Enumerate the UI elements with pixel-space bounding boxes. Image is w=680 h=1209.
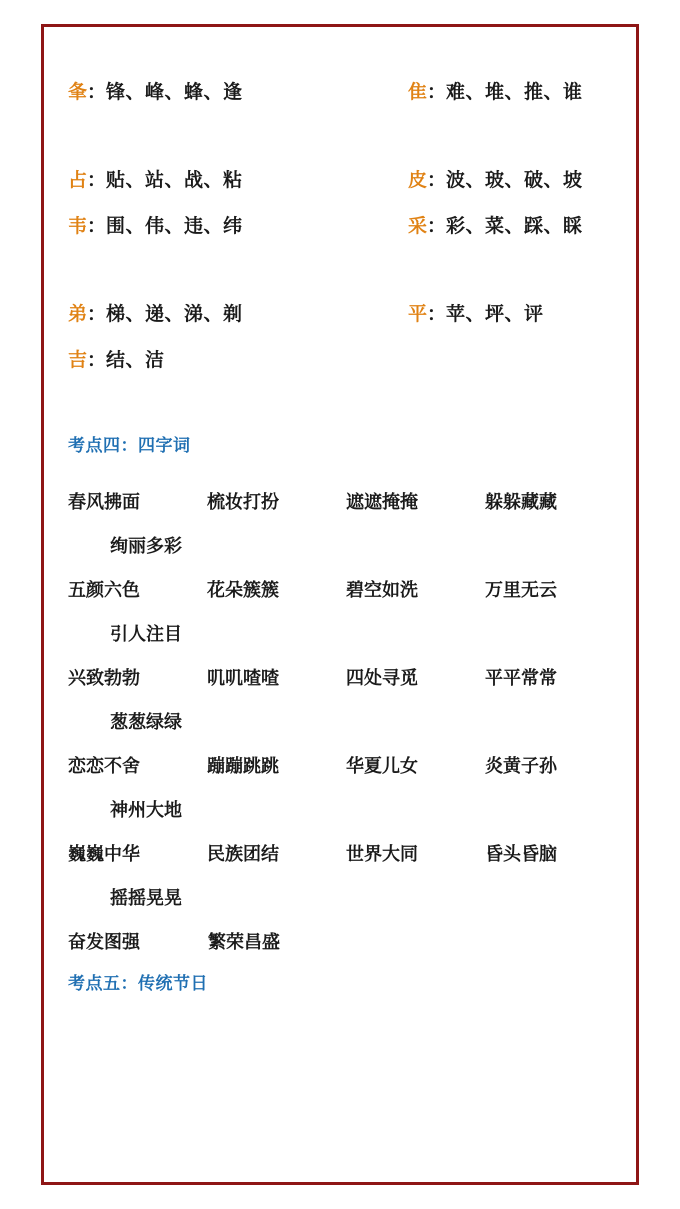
colon: ： [427, 82, 447, 103]
colon: ： [87, 170, 107, 191]
radical-values: 彩、菜、踩、睬 [446, 216, 583, 237]
idiom-cell: 万里无云 [485, 580, 557, 600]
radical-entry [346, 70, 624, 116]
idiom-cell: 蹦蹦跳跳 [207, 756, 279, 776]
radical-key: 隹 [408, 82, 428, 103]
radical-row [68, 338, 624, 384]
radical-values: 波、玻、破、坡 [446, 170, 583, 191]
idiom-cell: 巍巍中华 [68, 844, 140, 864]
radical-key: 夆 [68, 82, 88, 103]
idiom-cell: 炎黄子孙 [485, 756, 557, 776]
section-title-four: 考点四：四字词 [68, 436, 191, 455]
radical-entry [68, 70, 346, 116]
colon: ： [427, 304, 447, 325]
spacer [68, 466, 624, 480]
radical-values: 结、洁 [106, 350, 165, 371]
idiom-cell: 世界大同 [346, 844, 418, 864]
spacer [68, 384, 624, 426]
radical-row [68, 204, 624, 250]
idiom-cell: 春风拂面 [68, 492, 140, 512]
radical-values: 苹、坪、评 [446, 304, 544, 325]
idiom-cell: 昏头昏脑 [485, 844, 557, 864]
colon: ： [87, 350, 107, 371]
idiom-cell: 摇摇晃晃 [110, 888, 182, 908]
idiom-row [68, 876, 624, 920]
radical-key: 吉 [68, 350, 88, 371]
idiom-cell: 四处寻觅 [346, 668, 418, 688]
idiom-cell: 神州大地 [110, 800, 182, 820]
radical-row [68, 292, 624, 338]
idiom-cell: 躲躲藏藏 [485, 492, 557, 512]
colon: ： [427, 170, 447, 191]
radical-key: 采 [408, 216, 428, 237]
idiom-cell: 叽叽喳喳 [207, 668, 279, 688]
idiom-cell: 花朵簇簇 [207, 580, 279, 600]
idiom-row [68, 788, 624, 832]
radical-entry [346, 158, 624, 204]
section-title-five: 考点五：传统节日 [68, 974, 208, 993]
radical-key: 弟 [68, 304, 88, 325]
idiom-table [68, 480, 624, 964]
idiom-cell: 遮遮掩掩 [346, 492, 418, 512]
idiom-row [68, 700, 624, 744]
idiom-cell: 葱葱绿绿 [110, 712, 182, 732]
radical-row [68, 70, 624, 116]
colon: ： [87, 304, 107, 325]
radical-values: 围、伟、违、纬 [106, 216, 243, 237]
radical-row [68, 158, 624, 204]
idiom-row [68, 832, 624, 876]
radical-entry [346, 204, 624, 250]
radical-entry [68, 158, 346, 204]
idiom-row [68, 612, 624, 656]
idiom-row [68, 920, 624, 964]
idiom-cell: 恋恋不舍 [68, 756, 140, 776]
idiom-row [68, 568, 624, 612]
idiom-cell: 兴致勃勃 [68, 668, 140, 688]
radical-key: 占 [68, 170, 88, 191]
radical-key: 韦 [68, 216, 88, 237]
idiom-row [68, 480, 624, 524]
spacer [68, 250, 624, 292]
idiom-cell: 引人注目 [110, 624, 182, 644]
idiom-cell: 梳妆打扮 [207, 492, 279, 512]
spacer [68, 116, 624, 158]
idiom-cell: 绚丽多彩 [110, 536, 182, 556]
idiom-cell: 平平常常 [485, 668, 557, 688]
idiom-cell: 碧空如洗 [346, 580, 418, 600]
idiom-cell: 民族团结 [207, 844, 279, 864]
radical-key: 平 [408, 304, 428, 325]
radical-key: 皮 [408, 170, 428, 191]
colon: ： [87, 216, 107, 237]
colon: ： [87, 82, 107, 103]
idiom-cell: 繁荣昌盛 [208, 932, 280, 952]
radical-values: 贴、站、战、粘 [106, 170, 243, 191]
idiom-cell: 华夏儿女 [346, 756, 418, 776]
colon: ： [427, 216, 447, 237]
radical-family-block [68, 70, 624, 384]
radical-entry [68, 338, 346, 384]
idiom-cell: 奋发图强 [68, 932, 140, 952]
idiom-row [68, 744, 624, 788]
radical-entry [346, 292, 624, 338]
radical-values: 梯、递、涕、剃 [106, 304, 243, 325]
idiom-cell: 五颜六色 [68, 580, 140, 600]
radical-entry-empty [346, 338, 624, 384]
radical-values: 难、堆、推、谁 [446, 82, 583, 103]
document-content [68, 70, 624, 1004]
idiom-row [68, 524, 624, 568]
radical-entry [68, 204, 346, 250]
radical-entry [68, 292, 346, 338]
radical-values: 锋、峰、蜂、逢 [106, 82, 243, 103]
idiom-row [68, 656, 624, 700]
